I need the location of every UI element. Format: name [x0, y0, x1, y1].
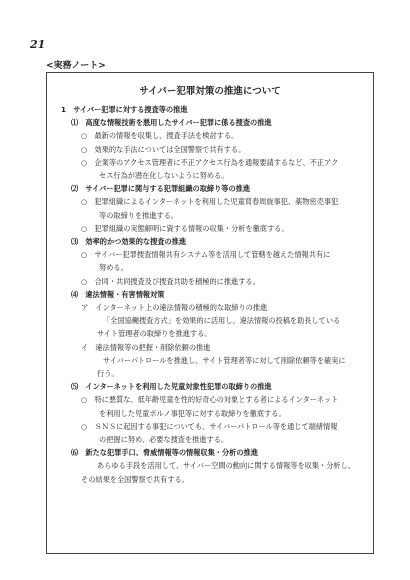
text-line: サイバーパトロールを推進し、サイト管理者等に対して削除依頼等を確実に — [103, 355, 346, 365]
text-line: セス行為が潜在化しないように努める。 — [99, 171, 229, 181]
text-line: ○ サイバー犯罪捜査情報共有システム等を活用して管轄を越えた情報共有に — [81, 250, 331, 260]
text-line: あらゆる手段を活用して、サイバー空間の動向に関する情報等を収集・分析し、 — [97, 461, 355, 471]
text-line: その結果を全国警察で共有する。 — [81, 474, 189, 484]
content-body — [57, 103, 365, 486]
text-line: 努める。 — [99, 263, 128, 273]
section-label: <実務ノート> — [46, 61, 106, 71]
heading-line: ア インターネット上の違法情報の積極的な取締りの推進 — [81, 303, 268, 313]
text-line: 「全国協働捜査方式」を効果的に活用し、違法情報の投稿を助長している — [103, 316, 341, 326]
heading-line: ⑴ 高度な情報技術を悪用したサイバー犯罪に係る捜査の推進 — [71, 118, 272, 128]
heading-line: ⑹ 新たな犯罪手口、脅威情報等の情報収集・分析の推進 — [71, 448, 258, 458]
text-line: 行う。 — [97, 369, 119, 379]
heading-line: 1 サイバー犯罪に対する捜査等の推進 — [61, 105, 188, 114]
heading-line: ⑷ 違法情報・有害情報対策 — [71, 289, 165, 299]
text-line: を利用した児童ポルノ事犯等に対する取締りを徹底する。 — [99, 408, 286, 418]
heading-line: ⑵ サイバー犯罪に関与する犯罪組織の取締り等の推進 — [71, 184, 251, 194]
heading-line: ⑶ 効率的かつ効果的な捜査の推進 — [71, 237, 187, 247]
text-line: サイト管理者の取締りを推進する。 — [97, 329, 212, 339]
text-line: ○ 最新の情報を収集し、捜査手法を検討する。 — [81, 131, 239, 141]
text-line: ○ 合同・共同捜査及び捜査共助を積極的に推進する。 — [81, 276, 260, 286]
page-number: 21 — [30, 38, 46, 51]
text-line: ○ 犯罪組織によるインターネットを利用した児童買春周旋事犯、薬物密売事犯 — [81, 197, 339, 207]
content-box — [46, 72, 374, 554]
text-line: ○ 犯罪組織の実態解明に資する情報の収集・分析を徹底する。 — [81, 223, 289, 233]
text-line: ○ ＳＮＳに起因する事犯についても、サイバーパトロール等を通じて端緒情報 — [81, 421, 338, 431]
box-title: サイバー犯罪対策の推進について — [139, 86, 281, 97]
text-line: ○ 効果的な手法については全国警察で共有する。 — [81, 144, 246, 154]
text-line: ○ 特に悪質な、低年齢児童を性的好奇心の対象とする者によるインターネット — [81, 395, 339, 405]
heading-line: イ 違法情報等の把握・削除依頼の推進 — [81, 342, 211, 352]
text-line: 等の取締りを推進する。 — [99, 210, 179, 220]
heading-line: ⑸ インターネットを利用した児童対象性犯罪の取締りの推進 — [71, 382, 272, 392]
text-line: ○ 企業等のアクセス管理者に不正アクセス行為を通報要請するなど、不正アク — [81, 157, 339, 167]
text-line: の把握に努め、必要な捜査を推進する。 — [99, 435, 229, 445]
